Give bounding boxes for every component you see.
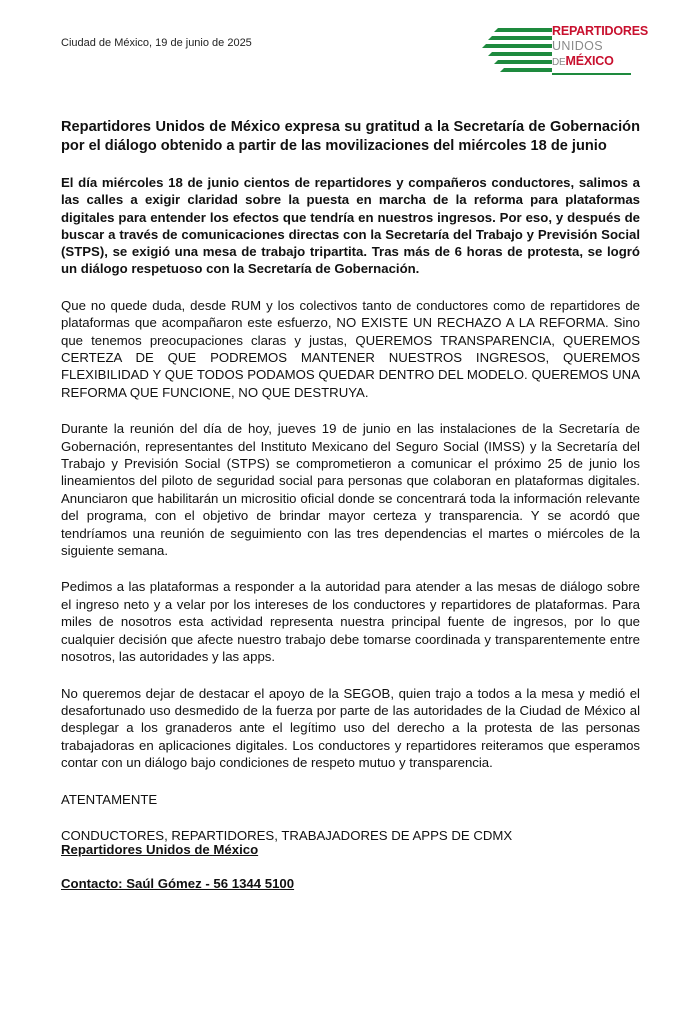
signatories-line: CONDUCTORES, REPARTIDORES, TRABAJADORES DE APPS DE CDMX xyxy=(61,827,513,843)
logo-underline xyxy=(552,73,631,75)
document-title: Repartidores Unidos de México expresa su gratitud a la Secretaría de Gobernación por el diálogo obtenido a partir de las movilizaciones del miércoles 18 de junio xyxy=(61,119,640,154)
logo-stripes xyxy=(478,24,552,76)
closing-line: ATENTAMENTE xyxy=(61,791,158,807)
body-paragraph-2: Durante la reunión del día de hoy, jueves 19 de junio en las instalaciones de la Secretaría de Gobernación, representantes del Instituto Mexicano del Seguro Social (IMSS) y la Secretaría del Trabajo y Previsión Social (STPS) se comprometieron a comunicar el próximo 25 de junio los lineamientos del piloto de seguridad social para personas que colaboran en plataformas digitales. Anunciaron que habilitarán un micrositio oficial donde se concentrará toda la información relevante del programa, con el objetivo de brindar mayor certeza y transparencia. Y se acordó que tendríamos una reunión de seguimiento con las tres dependencias el martes o miércoles de la siguiente semana. xyxy=(61,421,640,559)
contact-line: Contacto: Saúl Gómez - 56 1344 5100 xyxy=(61,876,295,891)
logo xyxy=(478,24,648,76)
lead-paragraph: El día miércoles 18 de junio cientos de repartidores y compañeros conductores, salimos a las calles a exigir claridad sobre la puesta en marcha de la reforma para plataformas digitales para entender los efectos que tendría en nuestros ingresos. Por eso, y después de buscar a través de comunicaciones directas con la Secretaría del Trabajo y Previsión Social (STPS), se exigió una mesa de trabajo tripartita. Tras más de 6 horas de protesta, se logró un diálogo respetuoso con la Secretaría de Gobernación. xyxy=(61,175,640,277)
logo-wordmark xyxy=(552,24,648,70)
body-paragraph-3: Pedimos a las plataformas a responder a la autoridad para atender a las mesas de diálogo sobre el ingreso neto y a velar por los intereses de los conductores y repartidores de plataformas. Para miles de nosotros esta actividad representa nuestra principal fuente de ingresos, por lo que cualquier decisión que afecte nuestro trabajo debe tomarse coordinada y transparentemente entre nosotros, las autoridades y las apps. xyxy=(61,579,640,665)
document-date: Ciudad de México, 19 de junio de 2025 xyxy=(61,37,252,49)
body-paragraph-1: Que no quede duda, desde RUM y los colectivos tanto de conductores como de repartidores de plataformas que acompañaron este esfuerzo, NO EXISTE UN RECHAZO A LA REFORMA. Sino que tenemos preocupaciones claras y justas, QUEREMOS TRANSPARENCIA, QUEREMOS CERTEZA DE QUE PODREMOS MANTENER NUESTROS INGRESOS, QUEREMOS FLEXIBILIDAD Y QUE TODOS PODAMOS QUEDAR DENTRO DEL MODELO. QUEREMOS UNA REFORMA QUE FUNCIONE, NO QUE DESTRUYA. xyxy=(61,297,640,400)
logo-line-3: DEMÉXICO xyxy=(552,54,614,68)
document-body xyxy=(61,118,640,863)
logo-line-2: UNIDOS xyxy=(552,39,604,53)
body-paragraph-4: No queremos dejar de destacar el apoyo de la SEGOB, quien trajo a todos a la mesa y medió el desafortunado uso desmedido de la fuerza por parte de las autoridades de la Ciudad de México al desplegar a los granaderos ante el legítimo uso del derecho a la protesta de las personas trabajadoras en aplicaciones digitales. Los conductores y repartidores reiteramos que esperamos contar con un diálogo bajo condiciones de respeto mutuo y transparencia. xyxy=(61,685,640,771)
organization-signature: Repartidores Unidos de México xyxy=(61,842,259,857)
logo-line-1: REPARTIDORES xyxy=(552,24,648,38)
